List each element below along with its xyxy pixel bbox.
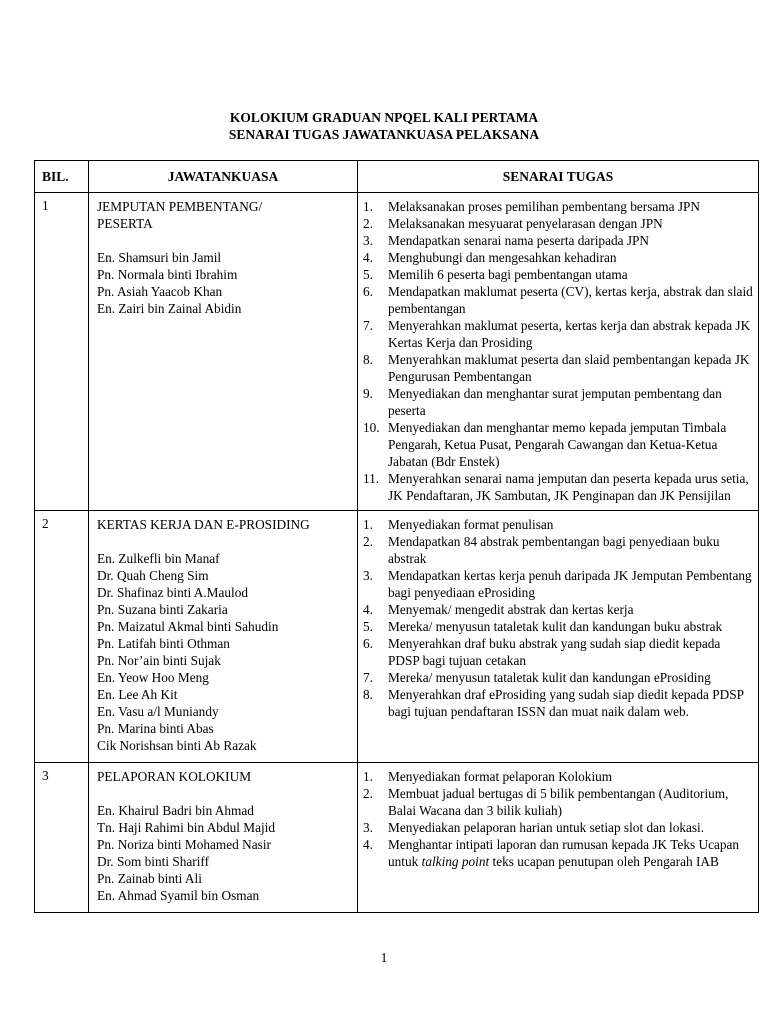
table-header-row [35,161,759,193]
task-number: 8. [363,352,373,367]
document-subtitle: SENARAI TUGAS JAWATANKUASA PELAKSANA [228,127,540,142]
task-number: 11. [363,471,380,486]
task-item [363,317,754,351]
committee-member: Dr. Shafinaz binti A.Maulod [97,585,249,600]
task-text: Menyediakan dan menghantar memo kepada jemputan Timbala Pengarah, Ketua Pusat, Pengarah Cawangan dan Ketua-Ketua Jabatan (Bdr Enstek) [388,420,727,469]
task-number: 3. [363,233,373,248]
committee-member: Pn. Suzana binti Zakaria [97,602,228,617]
task-text: Menyediakan format penulisan [388,517,554,532]
task-item [363,385,754,419]
task-number: 6. [363,636,373,651]
committee-member: Cik Norishsan binti Ab Razak [97,738,257,753]
committee-member: En. Vasu a/l Muniandy [97,704,219,719]
row-number: 2 [35,511,89,763]
header-senarai-tugas: SENARAI TUGAS [358,161,759,193]
task-number: 3. [363,568,373,583]
task-text: Mereka/ menyusun tataletak kulit dan kandungan eProsiding [388,670,711,685]
committee-member: Pn. Asiah Yaacob Khan [97,284,223,299]
committee-member: Dr. Som binti Shariff [97,854,210,869]
committee-cell [89,193,358,511]
task-item [363,198,754,215]
task-number: 2. [363,786,373,801]
task-item [363,351,754,385]
task-item [363,601,754,618]
task-text: Menghubungi dan mengesahkan kehadiran [388,250,617,265]
task-number: 3. [363,820,373,835]
task-text-after: teks ucapan penutupan oleh Pengarah IAB [489,854,719,869]
row-number: 3 [35,763,89,913]
task-text: Menyerahkan maklumat peserta, kertas kerja dan abstrak kepada JK Kertas Kerja dan Prosiding [388,318,751,350]
task-item [363,266,754,283]
task-text: Membuat jadual bertugas di 5 bilik pembentangan (Auditorium, Balai Wacana dan 3 bilik kuliah) [388,786,729,818]
task-item [363,635,754,669]
task-text: Mendapatkan maklumat peserta (CV), kertas kerja, abstrak dan slaid pembentangan [388,284,753,316]
header-jawatankuasa: JAWATANKUASA [89,161,358,193]
committee-member: En. Zairi bin Zainal Abidin [97,301,242,316]
task-text: Menyediakan dan menghantar surat jemputan pembentang dan peserta [388,386,722,418]
committee-member: Pn. Latifah binti Othman [97,636,230,651]
task-number: 7. [363,318,373,333]
task-cell [358,763,759,913]
task-number: 5. [363,267,373,282]
task-item [363,283,754,317]
task-item [363,819,754,836]
committee-member: En. Ahmad Syamil bin Osman [97,888,260,903]
committee-member: En. Lee Ah Kit [97,687,178,702]
task-item [363,215,754,232]
document-title: KOLOKIUM GRADUAN NPQEL KALI PERTAMA [229,110,539,125]
committee-member: Tn. Haji Rahimi bin Abdul Majid [97,820,276,835]
task-list [363,516,754,720]
committee-name: JEMPUTAN PEMBENTANG/ PESERTA [97,199,263,231]
task-list [363,768,754,870]
task-number: 4. [363,837,373,852]
task-item [363,618,754,635]
committee-member: Dr. Quah Cheng Sim [97,568,209,583]
committee-member: Pn. Maizatul Akmal binti Sahudin [97,619,279,634]
task-item [363,232,754,249]
task-number: 10. [363,420,380,435]
task-number: 1. [363,517,373,532]
task-number: 4. [363,602,373,617]
task-number: 2. [363,534,373,549]
task-text: Memilih 6 peserta bagi pembentangan utama [388,267,628,282]
page-number: 1 [380,950,388,965]
task-text: Menyemak/ mengedit abstrak dan kertas kerja [388,602,634,617]
header-bil: BIL. [35,161,89,193]
task-text: Menyerahkan draf buku abstrak yang sudah siap diedit kepada PDSP bagi tujuan cetakan [388,636,721,668]
task-number: 5. [363,619,373,634]
task-item [363,249,754,266]
task-text: Menyediakan format pelaporan Kolokium [388,769,613,784]
task-text: Mendapatkan 84 abstrak pembentangan bagi penyediaan buku abstrak [388,534,720,566]
task-item [363,669,754,686]
committee-cell [89,763,358,913]
task-item [363,567,754,601]
task-text: Melaksanakan proses pemilihan pembentang bersama JPN [388,199,701,214]
task-number: 7. [363,670,373,685]
task-item [363,516,754,533]
table-row [35,763,759,913]
task-number: 1. [363,769,373,784]
committee-cell [89,511,358,763]
task-number: 8. [363,687,373,702]
task-text: Mendapatkan senarai nama peserta daripada JPN [388,233,650,248]
task-number: 4. [363,250,373,265]
task-text: Menyerahkan maklumat peserta dan slaid pembentangan kepada JK Pengurusan Pembentangan [388,352,750,384]
task-text: Menghantar intipati laporan dan rumusan kepada JK Teks Ucapan untuk [388,837,740,869]
committee-member: En. Shamsuri bin Jamil [97,250,222,265]
task-item [363,768,754,785]
committee-table [34,160,759,913]
committee-name: PELAPORAN KOLOKIUM [97,769,252,784]
table-row [35,511,759,763]
task-item [363,419,754,470]
committee-member: En. Khairul Badri bin Ahmad [97,803,254,818]
task-text: Menyerahkan draf eProsiding yang sudah siap diedit kepada PDSP bagi tujuan pendaftaran ISSN dan muat naik dalam web. [388,687,744,719]
task-number: 6. [363,284,373,299]
committee-member: Pn. Normala binti Ibrahim [97,267,238,282]
row-number: 1 [35,193,89,511]
task-item [363,470,754,504]
task-number: 9. [363,386,373,401]
committee-member: Pn. Zainab binti Ali [97,871,202,886]
task-number: 2. [363,216,373,231]
task-item [363,785,754,819]
task-item [363,836,754,870]
committee-member: En. Zulkefli bin Manaf [97,551,220,566]
task-number: 1. [363,199,373,214]
committee-member: En. Yeow Hoo Meng [97,670,209,685]
task-text: Menyediakan pelaporan harian untuk setiap slot dan lokasi. [388,820,705,835]
committee-member: Pn. Marina binti Abas [97,721,214,736]
task-item [363,686,754,720]
task-list [363,198,754,504]
task-text: Melaksanakan mesyuarat penyelarasan dengan JPN [388,216,663,231]
task-cell [358,193,759,511]
task-cell [358,511,759,763]
task-item [363,533,754,567]
committee-name: KERTAS KERJA DAN E-PROSIDING [97,517,310,532]
committee-member: Pn. Nor’ain binti Sujak [97,653,221,668]
task-text: Mendapatkan kertas kerja penuh daripada JK Jemputan Pembentang bagi penyediaan eProsiding [388,568,752,600]
table-row [35,193,759,511]
task-text: Menyerahkan senarai nama jemputan dan peserta kepada urus setia, JK Pendaftaran, JK Sambutan, JK Penginapan dan JK Pensijilan [388,471,749,503]
task-text: Mereka/ menyusun tataletak kulit dan kandungan buku abstrak [388,619,723,634]
task-text-italic: talking point [421,854,490,869]
committee-member: Pn. Noriza binti Mohamed Nasir [97,837,271,852]
